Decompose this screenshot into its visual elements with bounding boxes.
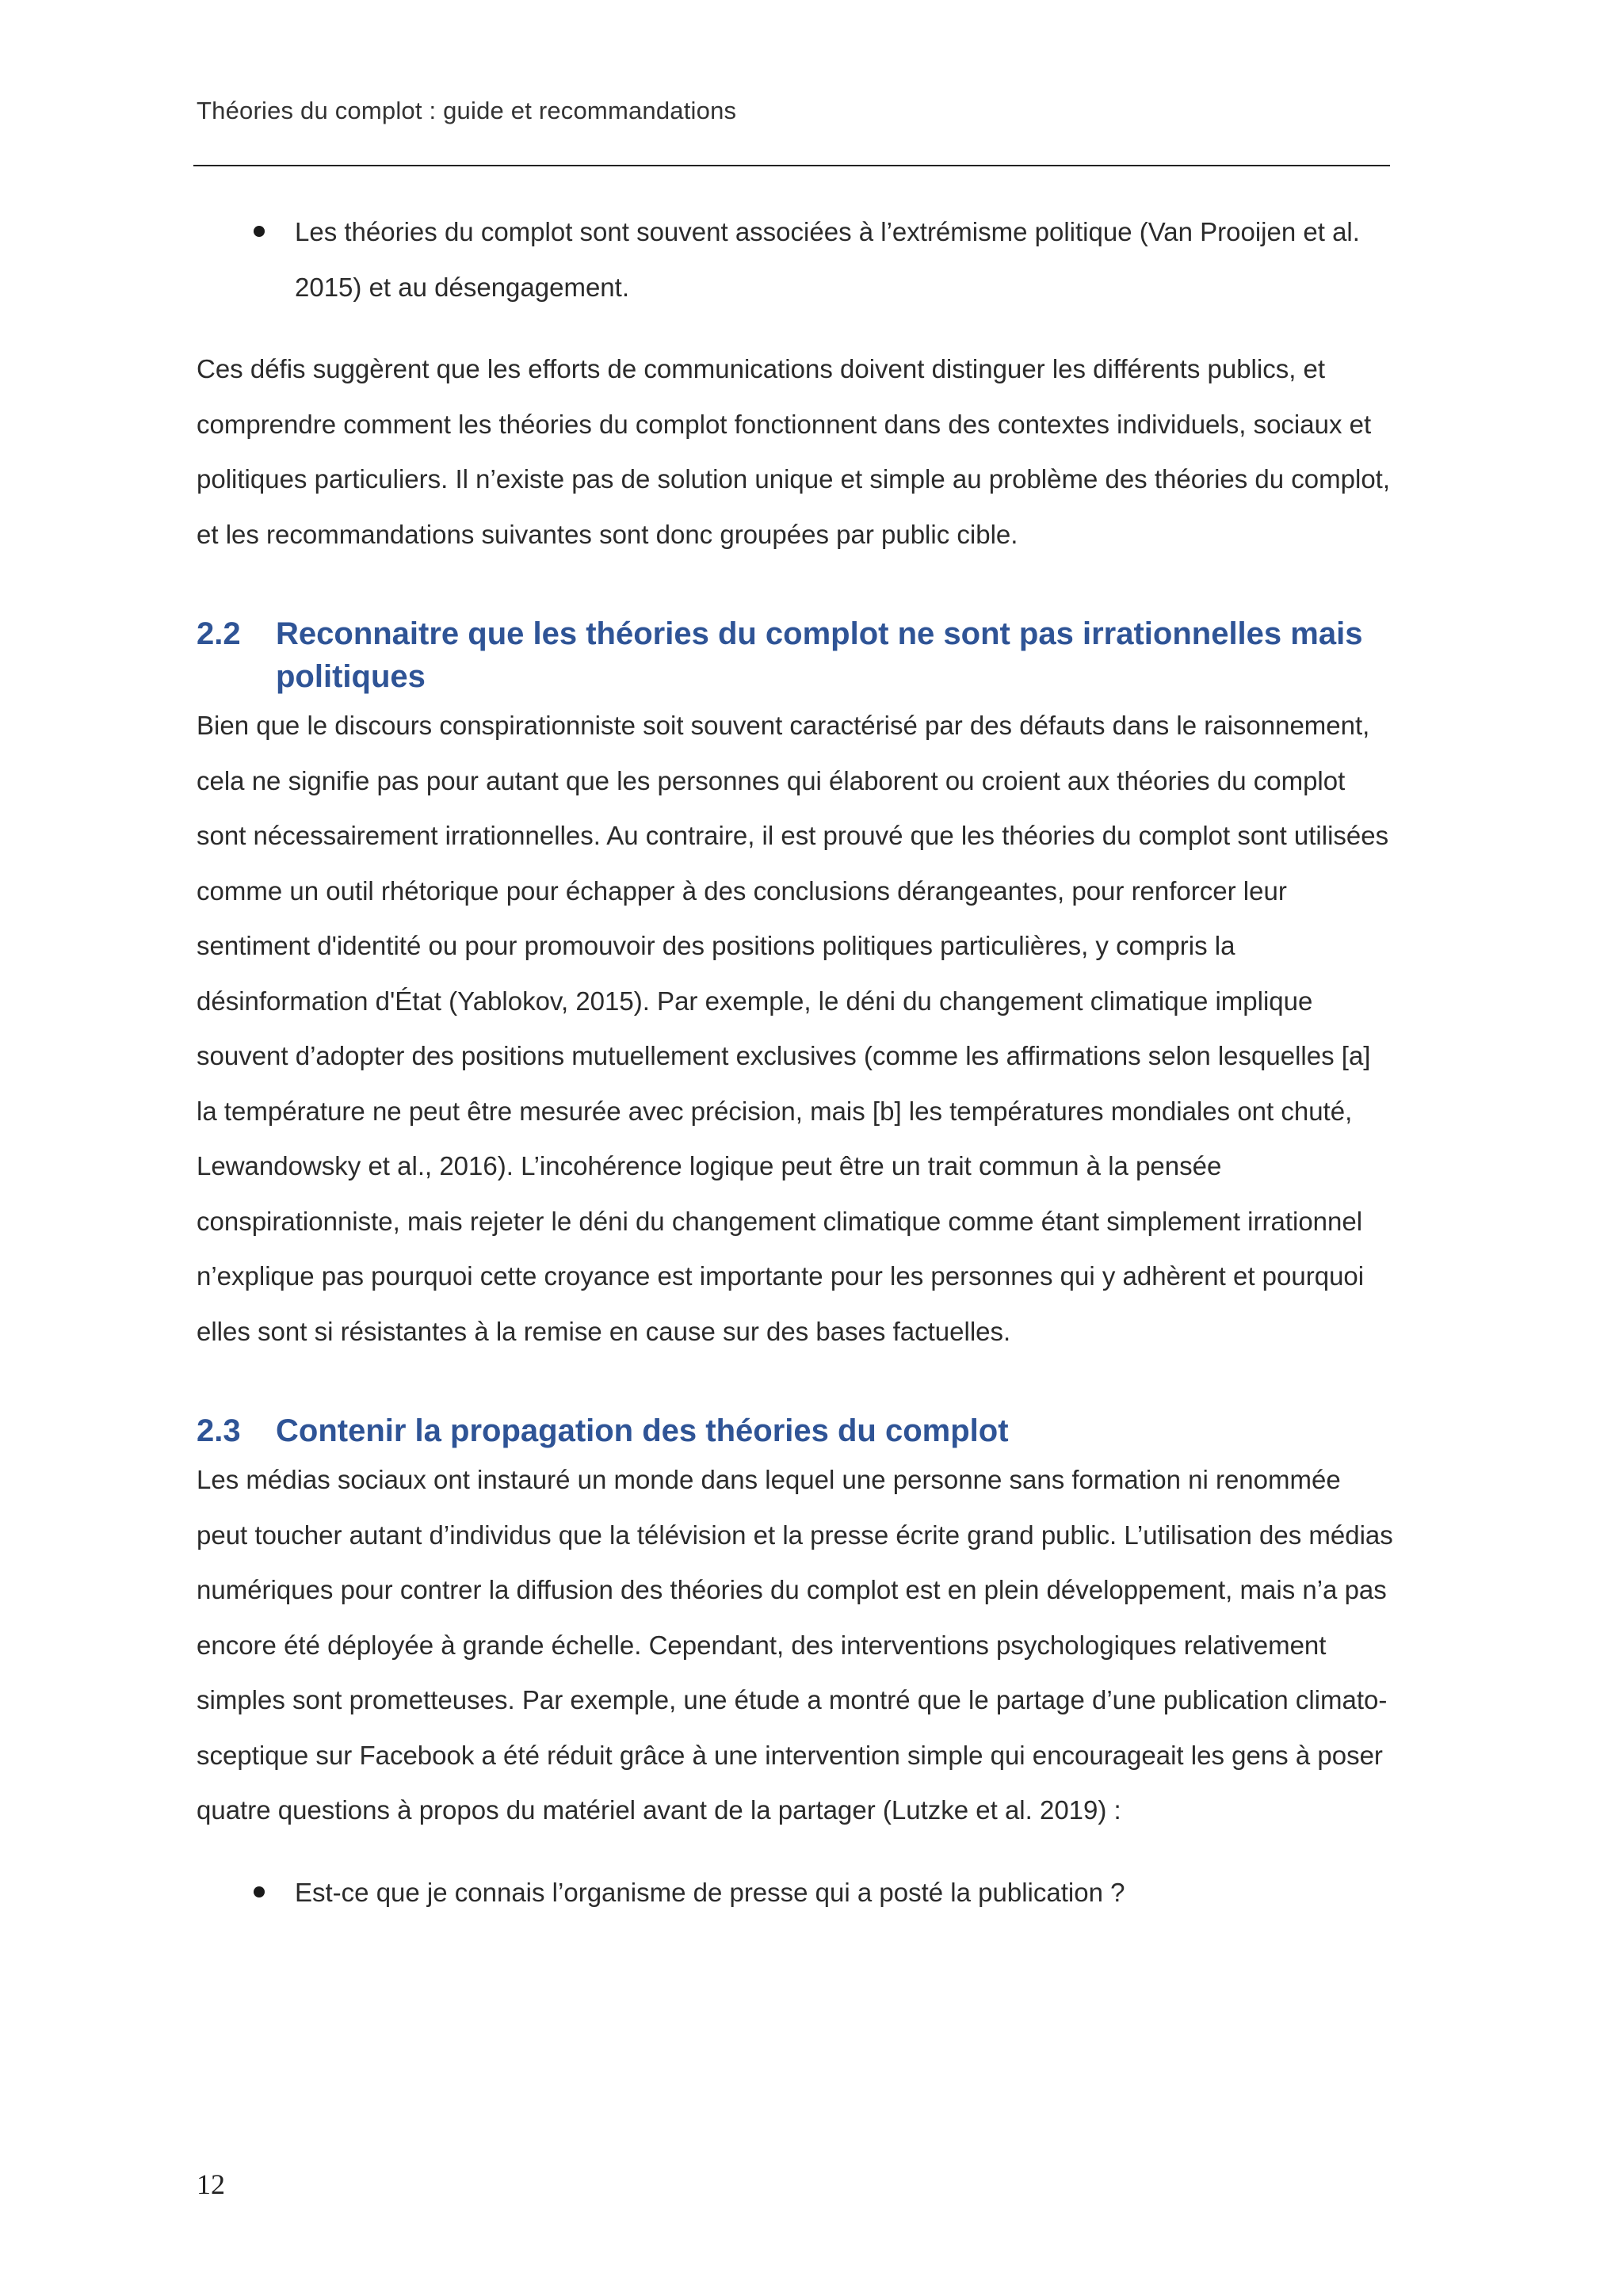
bullet-icon [254, 226, 265, 237]
bullet-icon [254, 1886, 265, 1897]
section-heading-2-2 [197, 612, 1393, 698]
section-title: Reconnaitre que les théories du complot ne sont pas irrationnelles mais politiques [276, 616, 1363, 694]
bullet-list-top [197, 204, 1393, 315]
page-content [197, 204, 1393, 1920]
list-item-text: Les théories du complot sont souvent associées à l’extrémisme politique (Van Prooijen et al. 2015) et au désengagement. [295, 217, 1360, 302]
bullet-list-questions [197, 1865, 1393, 1920]
paragraph-section-2-3: Les médias sociaux ont instauré un monde dans lequel une personne sans formation ni renommée peut toucher autant d’individus que la télévision et la presse écrite grand public. L’utilisation des médias numériques pour contrer la diffusion des théories du complot est en plein développement, mais n’a pas encore été déployée à grande échelle. Cependant, des interventions psychologiques relativement simples sont prometteuses. Par exemple, une étude a montré que le partage d’une publication climato-sceptique sur Facebook a été réduit grâce à une intervention simple qui encourageait les gens à poser quatre questions à propos du matériel avant de la partager (Lutzke et al. 2019) : [197, 1465, 1393, 1825]
page-number: 12 [197, 2168, 225, 2200]
list-item [197, 204, 1393, 315]
running-header: Théories du complot : guide et recommandations [197, 97, 737, 124]
section-heading-2-3 [197, 1409, 1393, 1452]
section-number: 2.3 [197, 1413, 241, 1448]
list-item-text: Est-ce que je connais l’organisme de presse qui a posté la publication ? [295, 1877, 1125, 1907]
header-rule [193, 165, 1390, 166]
paragraph-section-2-2: Bien que le discours conspirationniste soit souvent caractérisé par des défauts dans le raisonnement, cela ne signifie pas pour autant que les personnes qui élaborent ou croient aux théories du complot sont nécessairement irrationnelles. Au contraire, il est prouvé que les théories du complot sont utilisées comme un outil rhétorique pour échapper à des conclusions dérangeantes, pour renforcer leur sentiment d'identité ou pour promouvoir des positions politiques particulières, y compris la désinformation d'État (Yablokov, 2015). Par exemple, le déni du changement climatique implique souvent d’adopter des positions mutuellement exclusives (comme les affirmations selon lesquelles [a] la température ne peut être mesurée avec précision, mais [b] les températures mondiales ont chuté, Lewandowsky et al., 2016). L’incohérence logique peut être un trait commun à la pensée conspirationniste, mais rejeter le déni du changement climatique comme étant simplement irrationnel n’explique pas pourquoi cette croyance est importante pour les personnes qui y adhèrent et pourquoi elles sont si résistantes à la remise en cause sur des bases factuelles. [197, 711, 1389, 1346]
paragraph-intro: Ces défis suggèrent que les efforts de communications doivent distinguer les différents publics, et comprendre comment les théories du complot fonctionnent dans des contextes individuels, sociaux et politiques particuliers. Il n’existe pas de solution unique et simple au problème des théories du complot, et les recommandations suivantes sont donc groupées par public cible. [197, 354, 1391, 549]
section-title: Contenir la propagation des théories du complot [276, 1413, 1009, 1448]
list-item [197, 1865, 1393, 1920]
section-number: 2.2 [197, 616, 241, 651]
